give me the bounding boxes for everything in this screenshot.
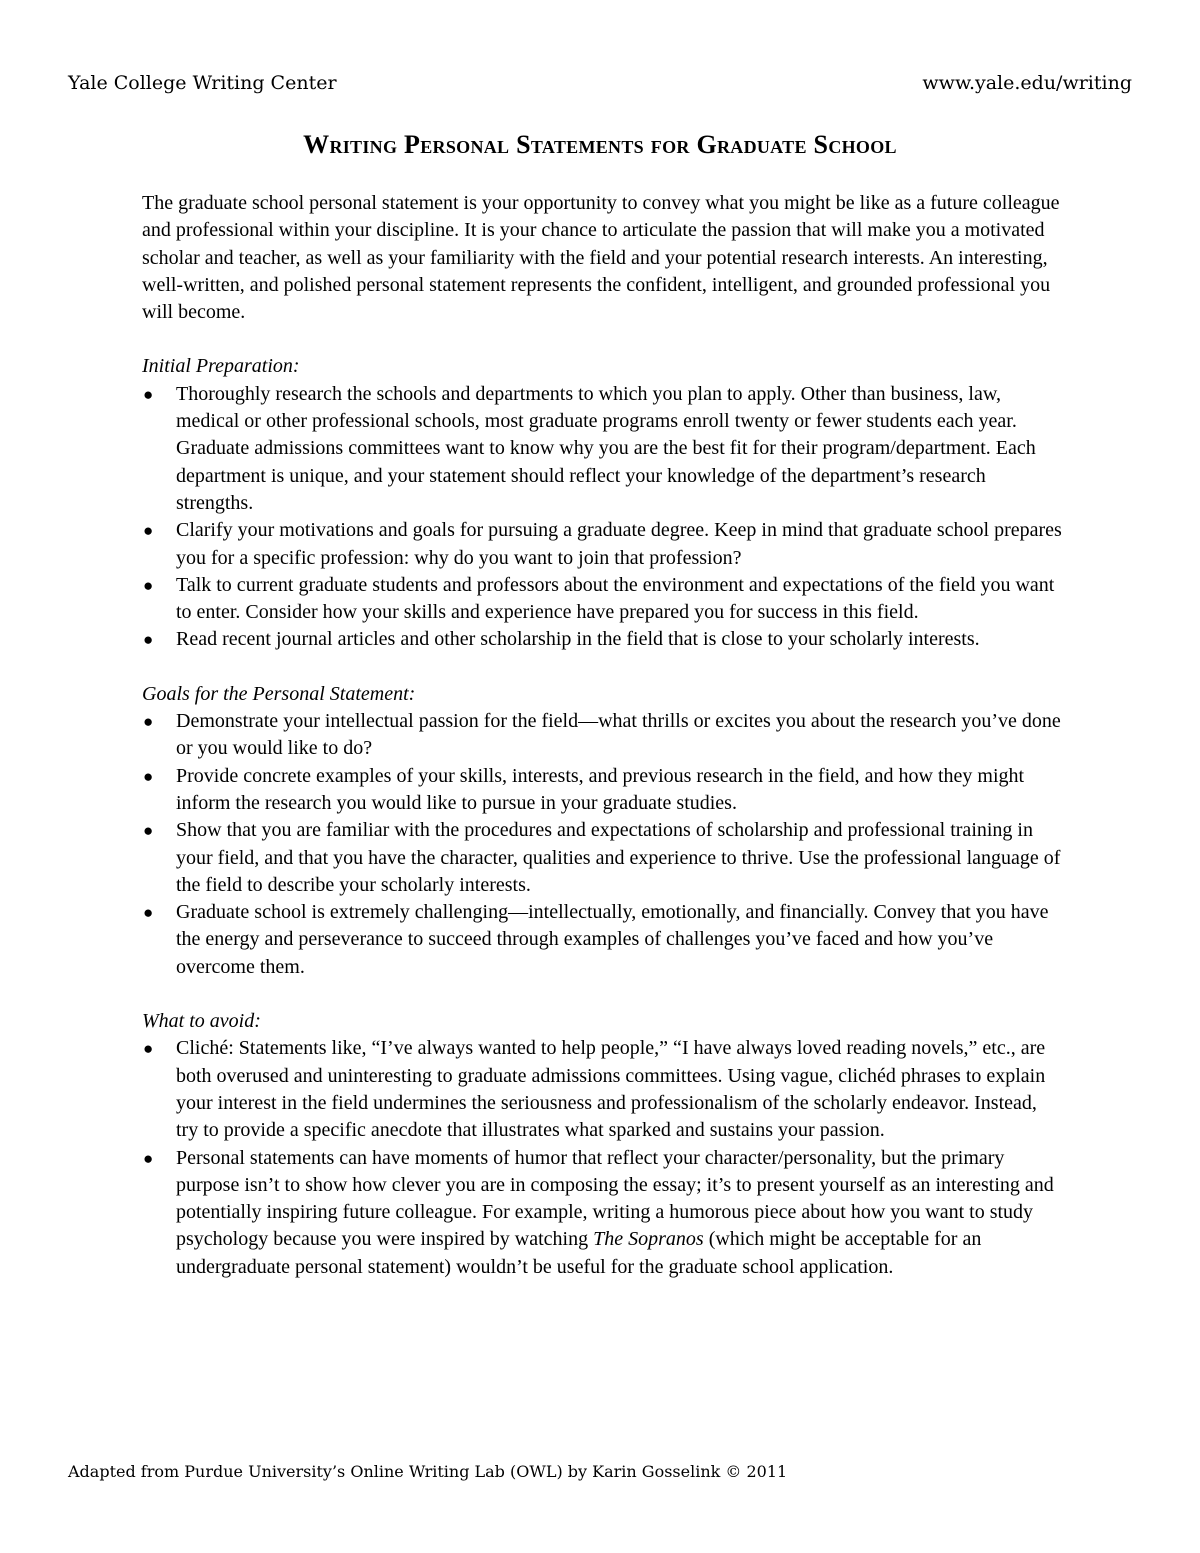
bullet-icon: ● — [143, 1148, 154, 1168]
list-item — [142, 517, 1062, 572]
list-item — [142, 1145, 1062, 1281]
bullet-icon: ● — [143, 521, 154, 541]
list-item-text: Read recent journal articles and other scholarship in the field that is close to your scholarly interests. — [176, 628, 980, 651]
intro-paragraph: The graduate school personal statement is your opportunity to convey what you might be like as a future colleague and professional within your discipline. It is your chance to articulate the passion that will make you a motivated scholar and teacher, as well as your familiarity with the field and your potential research interests. An interesting, well-written, and polished personal statement represents the confident, intelligent, and grounded professional you will become. — [142, 192, 1060, 324]
list-item-text: Thoroughly research the schools and departments to which you plan to apply. Other than business, law, medical or other professional schools, most graduate programs enroll twenty or fewer students each year. Graduate admissions committees want to know why you are the best fit for their program/department. Each department is unique, and your statement should reflect your knowledge of the department’s research strengths. — [176, 382, 1036, 514]
section-heading: What to avoid: — [142, 1010, 261, 1033]
header-institution: Yale College Writing Center — [68, 72, 337, 94]
list-item-text: Graduate school is extremely challenging—intellectually, emotionally, and financially. Convey that you have the energy and perseverance to succeed through examples of challenges you’ve faced and how you’ve overcome them. — [176, 901, 1049, 978]
list-item — [142, 708, 1062, 763]
bullet-icon: ● — [143, 712, 154, 732]
section-heading: Goals for the Personal Statement: — [142, 682, 416, 705]
list-item — [142, 572, 1062, 627]
section-goals — [142, 681, 1062, 981]
list-item-text: Provide concrete examples of your skills, interests, and previous research in the field, and how they might inform the research you would like to pursue in your graduate studies. — [176, 764, 1025, 814]
bullet-icon: ● — [143, 1039, 154, 1059]
list-item-text: Clarify your motivations and goals for pursuing a graduate degree. Keep in mind that graduate school prepares you for a specific profession: why do you want to join that profession? — [176, 519, 1062, 569]
bullet-list — [142, 1035, 1062, 1281]
section-what-to-avoid — [142, 1008, 1062, 1281]
list-item-text: Cliché: Statements like, “I’ve always wanted to help people,” “I have always loved reading novels,” etc., are both overused and uninteresting to graduate admissions committees. Using vague, clichéd phrases to explain your interest in the field undermines the seriousness and professionalism of the scholarly endeavor. Instead, try to provide a specific anecdote that illustrates what sparked and sustains your passion. — [176, 1037, 1046, 1142]
page-header — [68, 72, 1132, 102]
bullet-icon: ● — [143, 821, 154, 841]
list-item — [142, 763, 1062, 818]
list-item — [142, 626, 1062, 653]
list-item-text-part: (which might be acceptable for an undergraduate personal statement) wouldn’t be useful for the graduate school application. — [176, 1228, 982, 1278]
document-body — [142, 190, 1062, 1308]
section-initial-preparation — [142, 353, 1062, 653]
bullet-icon: ● — [143, 384, 154, 404]
list-item — [142, 817, 1062, 899]
list-item-italic-title: The Sopranos — [593, 1228, 704, 1251]
list-item — [142, 381, 1062, 517]
bullet-icon: ● — [143, 575, 154, 595]
bullet-list — [142, 381, 1062, 654]
list-item-text: Demonstrate your intellectual passion for the field—what thrills or excites you about the research you’ve done or you would like to do? — [176, 710, 1061, 760]
list-item-text: Show that you are familiar with the procedures and expectations of scholarship and professional training in your field, and that you have the character, qualities and experience to thrive. Use the professional language of the field to describe your scholarly interests. — [176, 819, 1061, 896]
bullet-icon: ● — [143, 630, 154, 650]
page-footer: Adapted from Purdue University’s Online Writing Lab (OWL) by Karin Gosselink © 2011 — [68, 1462, 788, 1481]
document-title: Writing Personal Statements for Graduate School — [303, 130, 897, 159]
bullet-list — [142, 708, 1062, 981]
list-item-text-part: Personal statements can have moments of humor that reflect your character/personality, but the primary purpose isn’t to show how clever you are in composing the essay; it’s to present yourself as an interesting and potentially inspiring future colleague. For example, writing a humorous piece about how you want to study psychology because you were inspired by watching — [176, 1146, 1054, 1251]
header-url: www.yale.edu/writing — [922, 72, 1132, 94]
section-heading: Initial Preparation: — [142, 355, 300, 378]
bullet-icon: ● — [143, 903, 154, 923]
list-item-text: Talk to current graduate students and professors about the environment and expectations of the field you want to enter. Consider how your skills and experience have prepared you for success in this field. — [176, 573, 1055, 624]
list-item — [142, 899, 1062, 981]
list-item — [142, 1035, 1062, 1144]
bullet-icon: ● — [143, 766, 154, 786]
